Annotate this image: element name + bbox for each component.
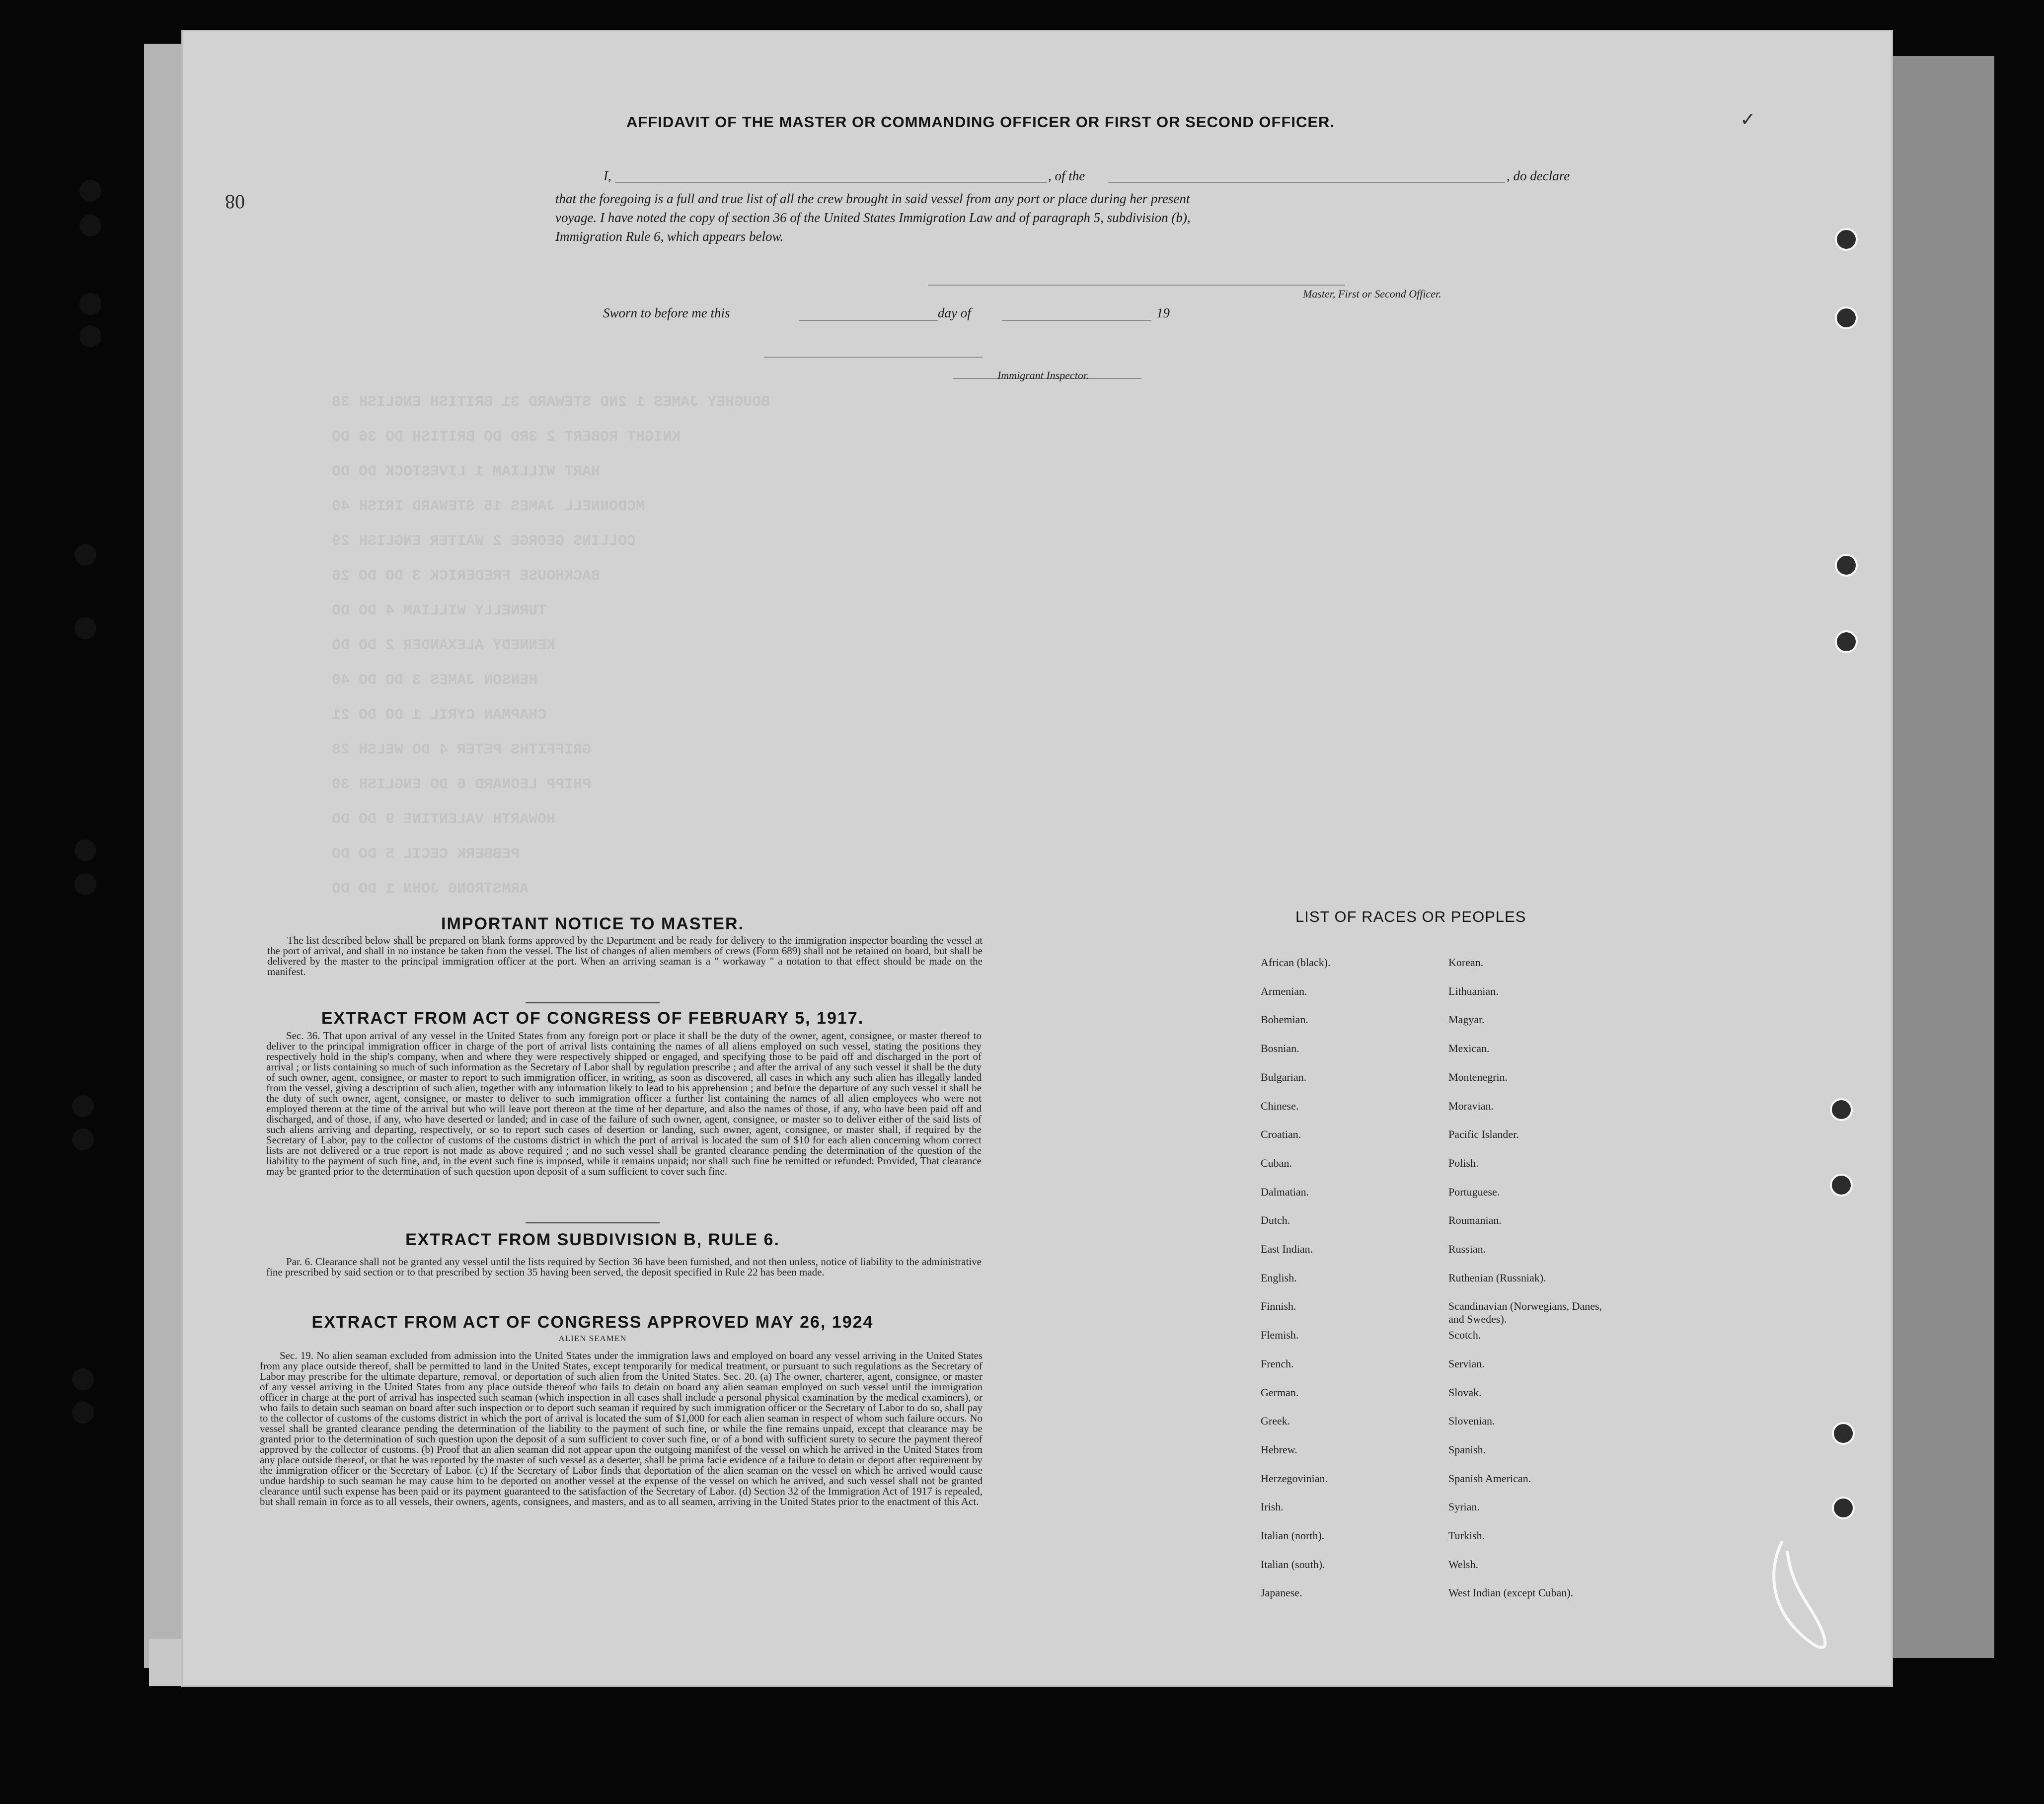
inspector-label: Immigrant Inspector. xyxy=(997,369,1089,381)
binder-hole xyxy=(72,1368,94,1390)
binder-hole xyxy=(72,1095,94,1117)
race-item: Portuguese. xyxy=(1448,1185,1500,1198)
binder-ring xyxy=(1835,306,1858,329)
race-item: Bosnian. xyxy=(1261,1042,1299,1055)
binder-ring xyxy=(1830,1098,1853,1121)
rule-6-title: EXTRACT FROM SUBDIVISION B, RULE 6. xyxy=(405,1230,780,1249)
race-item: Servian. xyxy=(1448,1357,1485,1370)
declarant-name-line xyxy=(615,182,1047,183)
affidavit-line-3: Immigration Rule 6, which appears below. xyxy=(555,229,784,244)
race-item: Magyar. xyxy=(1448,1013,1485,1026)
race-item: Moravian. xyxy=(1448,1099,1494,1112)
binder-ring xyxy=(1832,1497,1855,1519)
affidavit-title: AFFIDAVIT OF THE MASTER OR COMMANDING OFFICER OR FIRST OR SECOND OFFICER. xyxy=(626,113,1335,131)
binder-ring xyxy=(1832,1422,1855,1445)
race-item: Bohemian. xyxy=(1261,1013,1308,1026)
race-item: Bulgarian. xyxy=(1261,1070,1307,1083)
race-item: Irish. xyxy=(1261,1501,1284,1513)
race-item: English. xyxy=(1261,1271,1297,1284)
binder-hole xyxy=(79,215,101,236)
binder-hole xyxy=(79,180,101,202)
race-item: Scotch. xyxy=(1448,1329,1481,1342)
race-item: Chinese. xyxy=(1261,1099,1299,1112)
race-item: Herzegovinian. xyxy=(1261,1472,1328,1485)
declarant-label: I, xyxy=(604,168,611,183)
race-item: Armenian. xyxy=(1261,984,1307,997)
affidavit-line-1: that the foregoing is a full and true list of all the crew brought in said vessel from any port or place during her present xyxy=(555,191,1190,206)
binder-hole xyxy=(72,1402,94,1424)
back-page-right xyxy=(1878,56,1994,1658)
race-item: Dutch. xyxy=(1261,1214,1290,1227)
binder-ring xyxy=(1835,228,1858,251)
manifest-page: BOUGHEY JAMES 1 2ND STEWARD 31 BRITISH ENGLISH 38 KNIGHT ROBERT 2 3RD DO BRITISH DO 36 DO HART WILLIAM 1 LIVESTOCK DO DO MCDONNELL JAMES 15 STEWARD IRISH 40 COLLINS GEORGE 2 WAITER ENGLISH 29 BACKHOUSE FREDERICK 3 DO DO 26 TURNELLY WILLIAM 4 DO DO KENNEDY ALEXANDER 2 DO DO HENSON JAMES 3 DO DO 40 CHAPMAN CYRIL 1 DO DO 21 GRIFFITHS PETER 4 DO WELSH 28 PHIPP LEONARD 6 DO ENGLISH 30 HOWARTH VALENTINE 9 DO DO PEBBERK CECIL 5 DO DO ARMSTRONG JOHN 1 DO DO 08 ✓ AFFIDAVIT OF THE MASTER OR COMMANDING OFFICER OR FIRST OR SECOND OFFICER. I, , of the , do declare that the foregoing is a full and true list of all the crew brought in said vessel from any port or place during her present voyage. I have noted the copy of section 36 of the United States Immigration Law and of paragraph 5, subdivision (b), Immigration Rule 6, which appears below. Master, First or Second Officer. Sworn to before me this day of 19 Immigrant Inspector. IMPORTANT NOTICE TO MASTER. The list described below shall be prepared on blank forms approved by the Department and be ready for delivery to the immigration inspector boarding the vessel at the port of arrival, and shall in no instance be taken from the vessel. The list of changes of alien members of crews (Form 689) shall not be retained on board, but shall be delivered by the master to the principal immigration officer at the port. When an arriving seaman is a " workaway " a notation to that effect should be made on the manifest. EXTRACT FROM ACT OF CONGRESS OF FEBRUARY 5, 1917. Sec. 36. That upon arrival of any vessel in the United States from any foreign port or place it shall be the duty of the owner, agent, consignee, or master thereof to deliver to the principal immigration officer in charge of the port of arrival lists containing the names of all aliens employed on such vessel, stating the positions they respectively hold in the ship's company, when and where they were respectively shipped or engaged, and specifying those to be paid off and discharged in the port of arrival ; or lists containing so much of such information as the Secretary of Labor shall by regulation prescribe ; and after the arrival of any such vessel it shall be the duty of such owner, agent, consignee, or master to report to such immigration officer, in writing, as soon as discovered, all cases in which any such alien has illegally landed from the vessel, giving a description of such alien, together with any information likely to lead to his apprehension ; and before the departure of any such vessel it shall be the duty of such owner, agent, consignee, or master to deliver to such immigration officer a further list containing the names of all alien employees who were not employed thereon at the time of the arrival but who will leave port thereon at the time of her departure, and also the names of those, if any, who have been paid off and discharged, and of those, if any, who have deserted or landed; and in case of the failure of such owner, agent, consignee, or master so to deliver either of the said lists of such aliens arriving and departing, respectively, or so to report such cases of desertion or landing, such owner, agent, consignee, or master shall, if required by the Secretary of Labor, pay to the collector of customs of the customs district in which the port of arrival is located the sum of $10 for each alien concerning whom correct lists are not delivered or a true report is not made as above required ; and no such vessel shall be granted clearance pending the determination of the question of the liability to the payment of such fine, and, in the event such fine is imposed, while it remains unpaid; nor shall such fine be remitted or refunded: Provided, That clearance may be granted prior to the determination of such question upon deposit of a sum sufficient to cover such fine. EXTRACT FROM SUBDIVISION B, RULE 6. Par. 6. Clearance shall not be granted any vessel until the lists required by Section 36 have been furnished, and not then unless, notice of liability to the administrative fine prescribed by said section or to that prescribed by section 35 having been served, the deposit specified in Rule 22 has been made. EXTRACT FROM ACT OF CONGRESS APPROVED MAY 26, 1924 ALIEN SEAMEN Sec. 19. No alien seaman excluded from admission into the United States under the immigration laws and employed on board any vessel arriving in the United States from any place outside thereof, shall be permitted to land in the United States, except temporarily for medical treatment, or pursuant to such regulations as the Secretary of Labor may prescribe for the ultimate departure, removal, or deportation of such alien from the United States. Sec. 20. (a) The owner, charterer, agent, consignee, or master of any vessel arriving in the United States from any place outside thereof who fails to detain on board any alien seaman employed on such vessel until the immigration officer in charge at the port of arrival has inspected such seaman (which inspection in all cases shall include a personal physical examination by the medical examiners), or who fails to detain such seaman on board after such inspection or to deport such seaman if required by such immigration officer or the Secretary of Labor to do so, shall pay to the collector of customs of the customs district in which the port of arrival is located the sum of $1,000 for each alien seaman in respect of whom such failure occurs. No vessel shall be granted clearance pending the determination of the liability to the payment of such fine, or while the fine remains unpaid, except that clearance may be granted prior to the determination of such question upon the deposit of a sum sufficient to cover such fine, or of a bond with sufficient surety to secure the payment thereof approved by the collector of customs. (b) Proof that an alien seaman did not appear upon the outgoing manifest of the vessel on which he arrived in the United States from any place outside thereof, or that he was reported by the master of such vessel as a deserter, shall be prima facie evidence of a failure to detain or deport after requirement by the immigration officer or the Secretary of Labor. (c) If the Secretary of Labor finds that deportation of the alien seaman on the vessel on which he arrived would cause undue hardship to such seaman he may cause him to be deported on another vessel at the expense of the vessel on which he arrived, and such vessel shall not be granted clearance until such expense has been paid or its payment guaranteed to the satisfaction of the Secretary of Labor. (d) Section 32 of the Immigration Act of 1917 is repealed, but shall remain in force as to all vessels, their owners, agents, consignees, and masters, and as to all seamen, arriving in the United States prior to the enactment of this Act. LIST OF RACES OR PEOPLES African (black). Armenian. Bohemian. Bosnian. Bulgarian. Chinese. Croatian. Cuban. Dalmatian. Dutch. East Indian. English. Finnish. Flemish. French. German. Greek. Hebrew. Herzegovinian. Irish. Italian (north). Italian (south). Japanese. Korean. Lithuanian. Magyar. Mexican. Montenegrin. Moravian. Pacific Islander. Polish. Portuguese. Roumanian. Russian. Ruthenian (Russniak). Scandinavian (Norwegians, Danes, and Swedes). Scotch. Servian. Slovak. Slovenian. Spanish. Spanish American. Syrian. Turkish. Welsh. West Indian (except Cuban). xyxy=(183,31,1892,1685)
race-item: Syrian. xyxy=(1448,1501,1480,1513)
section-divider xyxy=(526,1222,660,1223)
sworn-month-line xyxy=(1002,320,1151,321)
race-item: Slovenian. xyxy=(1448,1415,1495,1428)
race-item: Welsh. xyxy=(1448,1558,1478,1571)
races-title: LIST OF RACES OR PEOPLES xyxy=(1295,908,1526,925)
section-divider xyxy=(526,1002,660,1003)
race-item: Scandinavian (Norwegians, Danes, and Swedes). xyxy=(1448,1300,1602,1326)
sworn-day-line xyxy=(799,320,938,321)
act-1924-text: Sec. 19. No alien seaman excluded from admission into the United States under the immigration laws and employed on board any vessel arriving in the United States from any place outside thereof, shall be permitted to land in the United States, except temporarily for medical treatment, or pursuant to such regulations as the Secretary of Labor may prescribe for the ultimate departure, removal, or deportation of such alien from the United States. Sec. 20. (a) The owner, charterer, agent, consignee, or master of any vessel arriving in the United States from any place outside thereof who fails to detain on board any alien seaman employed on such vessel until the immigration officer in charge at the port of arrival has inspected such seaman (which inspection in all cases shall include a personal physical examination by the medical examiners), or who fails to detain such seaman on board after such inspection or to deport such seaman if required by such immigration officer or the Secretary of Labor to do so, shall pay to the collector of customs of the customs district in which the port of arrival is located the sum of $1,000 for each alien seaman in respect of whom such failure occurs. No vessel shall be granted clearance pending the determination of the liability to the payment of such fine, or while the fine remains unpaid, except that clearance may be granted prior to the determination of such question upon the deposit of a sum sufficient to cover such fine, or of a bond with sufficient surety to secure the payment thereof approved by the collector of customs. (b) Proof that an alien seaman did not appear upon the outgoing manifest of the vessel on which he arrived in the United States from any place outside thereof, or that he was reported by the master of such vessel as a deserter, shall be prima facie evidence of a failure to detain or deport after requirement by the immigration officer or the Secretary of Labor. (c) If the Secretary of Labor finds that deportation of the alien seaman on the vessel on which he arrived would cause undue hardship to such seaman he may cause him to be deported on another vessel at the expense of the vessel on which he arrived, and such vessel shall not be granted clearance until such expense has been paid or its payment guaranteed to the satisfaction of the Secretary of Labor. (d) Section 32 of the Immigration Act of 1917 is repealed, but shall remain in force as to all vessels, their owners, agents, consignees, and masters, and as to all seamen, arriving in the United States prior to the enactment of this Act. xyxy=(260,1350,983,1507)
race-item: Finnish. xyxy=(1261,1300,1296,1313)
race-item: Pacific Islander. xyxy=(1448,1128,1519,1141)
page-number-mark: 08 xyxy=(225,191,245,213)
race-item: Italian (south). xyxy=(1261,1558,1325,1571)
race-item: Roumanian. xyxy=(1448,1214,1502,1227)
act-1924-title: EXTRACT FROM ACT OF CONGRESS APPROVED MAY 26, 1924 xyxy=(311,1313,874,1332)
race-item: East Indian. xyxy=(1261,1243,1313,1255)
binder-hole xyxy=(72,1128,94,1150)
sworn-label: Sworn to before me this xyxy=(603,305,730,320)
race-item: Spanish American. xyxy=(1448,1472,1531,1485)
race-item: Croatian. xyxy=(1261,1128,1301,1141)
race-item: Dalmatian. xyxy=(1261,1185,1309,1198)
race-item: Russian. xyxy=(1448,1243,1486,1255)
race-item: Flemish. xyxy=(1261,1329,1299,1342)
binder-ring xyxy=(1830,1174,1853,1197)
act-1924-subtitle: ALIEN SEAMEN xyxy=(558,1334,627,1343)
vessel-name-line xyxy=(1108,182,1505,183)
race-item: German. xyxy=(1261,1386,1299,1399)
race-item: African (black). xyxy=(1261,956,1331,969)
race-item: Spanish. xyxy=(1448,1443,1486,1456)
act-1917-text: Sec. 36. That upon arrival of any vessel in the United States from any foreign port or place it shall be the duty of the owner, agent, consignee, or master thereof to deliver to the principal immigration officer in charge of the port of arrival lists containing the names of all aliens employed on such vessel, stating the positions they respectively hold in the ship's company, when and where they were respectively shipped or engaged, and specifying those to be paid off and discharged in the port of arrival ; or lists containing so much of such information as the Secretary of Labor shall by regulation prescribe ; and after the arrival of any such vessel it shall be the duty of such owner, agent, consignee, or master to report to such immigration officer, in writing, as soon as discovered, all cases in which any such alien has illegally landed from the vessel, giving a description of such alien, together with any information likely to lead to his apprehension ; and before the departure of any such vessel it shall be the duty of such owner, agent, consignee, or master to deliver to such immigration officer a further list containing the names of all alien employees who were not employed thereon at the time of the arrival but who will leave port thereon at the time of her departure, and also the names of those, if any, who have been paid off and discharged, and of those, if any, who have deserted or landed; and in case of the failure of such owner, agent, consignee, or master so to deliver either of the said lists of such aliens arriving and departing, respectively, or so to report such cases of desertion or landing, such owner, agent, consignee, or master shall, if required by the Secretary of Labor, pay to the collector of customs of the customs district in which the port of arrival is located the sum of $10 for each alien concerning whom correct lists are not delivered or a true report is not made as above required ; and no such vessel shall be granted clearance pending the determination of the question of the liability to the payment of such fine, and, in the event such fine is imposed, while it remains unpaid; nor shall such fine be remitted or refunded: Provided, That clearance may be granted prior to the determination of such question upon deposit of a sum sufficient to cover such fine. xyxy=(266,1030,982,1177)
binder-ring xyxy=(1835,554,1858,577)
binder-hole xyxy=(75,839,96,861)
rule-6-text: Par. 6. Clearance shall not be granted any vessel until the lists required by Section 36 have been furnished, and not then unless, notice of liability to the administrative fine prescribed by said section or to that prescribed by section 35 having been served, the deposit specified in Rule 22 has been made. xyxy=(266,1256,982,1278)
handwritten-mark xyxy=(1762,1531,1842,1670)
binder-hole xyxy=(75,617,96,639)
binder-ring xyxy=(1835,630,1858,653)
race-item: Montenegrin. xyxy=(1448,1070,1508,1083)
race-item: Cuban. xyxy=(1261,1156,1292,1169)
notice-title: IMPORTANT NOTICE TO MASTER. xyxy=(441,914,744,933)
race-item: Lithuanian. xyxy=(1448,984,1499,997)
race-item: French. xyxy=(1261,1357,1294,1370)
affidavit-line-2: voyage. I have noted the copy of section 36 of the United States Immigration Law and of paragraph 5, subdivision (b), xyxy=(555,210,1191,225)
master-signature-label: Master, First or Second Officer. xyxy=(1303,288,1441,300)
race-item: Korean. xyxy=(1448,956,1484,969)
race-item: Greek. xyxy=(1261,1415,1290,1428)
notice-text: The list described below shall be prepared on blank forms approved by the Department and be ready for delivery to the immigration inspector boarding the vessel at the port of arrival, and shall in no instance be taken from the vessel. The list of changes of alien members of crews (Form 689) shall not be retained on board, but shall be delivered by the master to the principal immigration officer at the port. When an arriving seaman is a " workaway " a notation to that effect should be made on the manifest. xyxy=(267,934,983,977)
race-item: Italian (north). xyxy=(1261,1529,1325,1542)
day-of-label: day of xyxy=(938,305,971,320)
race-item: West Indian (except Cuban). xyxy=(1448,1586,1574,1599)
race-item: Turkish. xyxy=(1448,1529,1485,1542)
race-item: Polish. xyxy=(1448,1156,1479,1169)
act-1917-title: EXTRACT FROM ACT OF CONGRESS OF FEBRUARY 5, 1917. xyxy=(321,1009,864,1028)
race-item: Slovak. xyxy=(1448,1386,1482,1399)
master-signature-line xyxy=(928,285,1345,286)
inspector-signature-line xyxy=(764,357,983,358)
race-item: Mexican. xyxy=(1448,1042,1490,1055)
binder-hole xyxy=(79,293,101,315)
binder-hole xyxy=(79,325,101,347)
binder-hole xyxy=(75,544,96,566)
do-declare-label: , do declare xyxy=(1507,168,1570,183)
of-the-label: , of the xyxy=(1048,168,1085,183)
race-item: Ruthenian (Russniak). xyxy=(1448,1271,1546,1284)
binder-hole xyxy=(75,873,96,895)
year-label: 19 xyxy=(1156,305,1170,320)
race-item: Japanese. xyxy=(1261,1586,1302,1599)
race-item: Hebrew. xyxy=(1261,1443,1297,1456)
check-mark: ✓ xyxy=(1740,109,1756,130)
